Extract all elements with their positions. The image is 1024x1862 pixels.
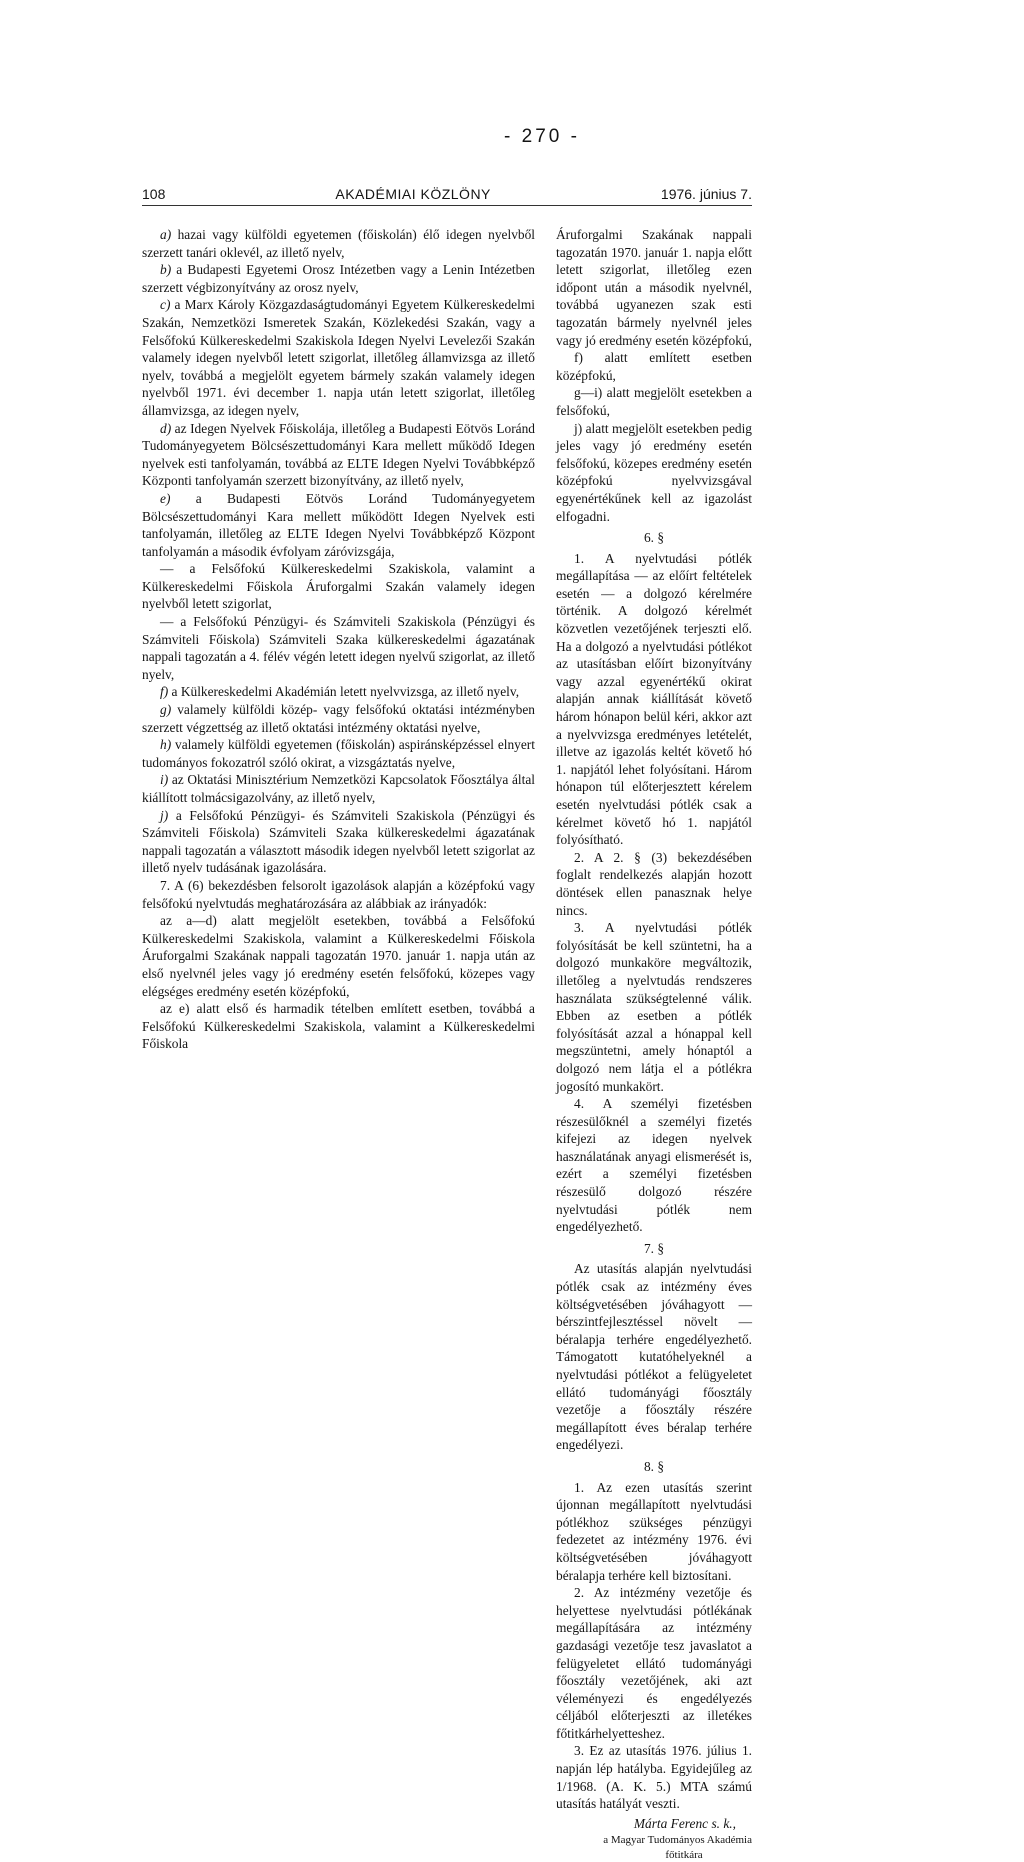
paragraph-text: az Oktatási Minisztérium Nemzetközi Kapcsolatok Főosztálya által kiállított tolmácsigazolvány, az illető nyelv, <box>142 772 535 805</box>
paragraph-text: a Felsőfokú Pénzügyi- és Számviteli Szakiskola (Pénzügyi és Számviteli Főiskola) Számviteli Szaka külkereskedelmi ágazatának nappali tagozatán a választott második idegen nyelvből letett szigorlat az illető nyelv tudásának igazolására. <box>142 807 535 876</box>
left-paragraph <box>142 736 535 771</box>
item-label: e) <box>160 490 171 506</box>
item-label: b) <box>160 262 172 278</box>
signature-title-line1: a Magyar Tudományos Akadémia <box>603 1834 752 1847</box>
right-paragraph: g—i) alatt megjelölt esetekben a felsőfokú, <box>556 385 752 418</box>
paragraph-text: a Budapesti Egyetemi Orosz Intézetben vagy a Lenin Intézetben szerzett végbizonyítvány az orosz nyelv, <box>142 262 535 295</box>
item-label: a) <box>160 227 172 242</box>
left-paragraph <box>142 420 535 490</box>
item-label: g) <box>160 702 172 718</box>
right-paragraph: j) alatt megjelölt esetekben pedig jeles vagy jó eredmény esetén felsőfokú, közepes eredmény esetén középfokú nyelvvizsgával egyenértékűnek kell az igazolást elfogadni. <box>556 420 752 524</box>
item-label: j) <box>160 807 169 823</box>
right-paragraph: 3. A nyelvtudási pótlék folyósítását be kell szüntetni, ha a dolgozó munkaköre megváltozik, illetőleg a nyelvtudás rendszeres használata szükségtelenné válik. Ebben az esetben a pótlék folyósítását azzal a hónappal kell megszüntetni, amely hónaptól a dolgozó nem látja el a pótlékra jogosító munkakört. <box>556 920 752 1094</box>
journal-title: AKADÉMIAI KÖZLÖNY <box>335 186 491 202</box>
left-paragraph <box>142 490 535 560</box>
paragraph-text: az e) alatt első és harmadik tételben említett esetben, továbbá a Felsőfokú Külkereskedelmi Szakiskola, valamint a Külkereskedelmi Főiskola <box>142 1001 535 1052</box>
left-paragraph <box>142 912 535 1000</box>
right-paragraph: 1. Az ezen utasítás szerint újonnan megállapított nyelvtudási pótlékhoz szükséges pénzügyi fedezetet az intézmény 1976. évi költségvetésében jóváhagyott béralapja terhére kell biztosítani. <box>556 1479 752 1583</box>
section-heading: 7. § <box>643 1240 665 1256</box>
right-column <box>556 226 752 1862</box>
left-paragraph <box>142 701 535 736</box>
right-paragraph: 1. A nyelvtudási pótlék megállapítása — az előírt feltételek esetén — a dolgozó kérelmére történik. A dolgozó kérelmét közvetlen vezetőjének terjeszti elő. Ha a dolgozó a nyelvtudási pótlékot az utasításban előírt bizonyítvány vagy azzal egyenértékű okirat alapján annak kiállítását követő három hónapon belül kéri, akkor azt a nyelvvizsga eredményes letételét, illetve az igazolás keltét követő hó 1. napjától lehet folyósítani. Három hónapon túl előterjesztett kérelem esetén nyelvtudási pótlék csak a kérelmet követő hó 1. napjától folyósítható. <box>556 550 752 848</box>
right-paragraph: 4. A személyi fizetésben részesülőknél a személyi fizetés kifejezi az idegen nyelvek használatának anyagi elismerését is, ezért a személyi fizetésben részesülő dolgozó részére nyelvtudási pótlék nem engedélyezhető. <box>556 1096 752 1235</box>
right-paragraph: f) alatt említett esetben középfokú, <box>556 350 752 383</box>
signature-title-line2: főtitkára <box>665 1849 703 1862</box>
paragraph-text: az a—d) alatt megjelölt esetekben, továbbá a Felsőfokú Külkereskedelmi Szakiskola, valamint a Külkereskedelmi Főiskola Áruforgalmi Szakának nappali tagozatán 1970. január 1. napja után az első nyelvnél jeles vagy jó eredmény esetén felsőfokú, közepes vagy elégséges eredmény esetén középfokú, <box>142 913 535 999</box>
left-paragraph <box>142 261 535 296</box>
left-paragraph <box>142 1000 535 1053</box>
paragraph-text: — a Felsőfokú Pénzügyi- és Számviteli Szakiskola (Pénzügyi és Számviteli Főiskola) Számviteli Szaka külkereskedelmi ágazatának nappali tagozatán a 4. félév végén letett idegen nyelvű szigorlat, az illető nyelv, <box>142 614 535 682</box>
signature-name: Márta Ferenc s. k., <box>633 1815 736 1831</box>
left-column <box>142 226 535 1053</box>
archive-page-number: - 270 - <box>504 126 580 147</box>
paragraph-text: a Budapesti Eötvös Loránd Tudományegyetem Bölcsészettudományi Kara mellett működött Idegen Nyelvek esti tanfolyamán, illetőleg az ELTE Idegen Nyelvi Továbbképző Központ tanfolyamán a második évfolyam záróvizsgája, <box>142 490 535 559</box>
item-label: f) <box>160 684 169 700</box>
running-header <box>142 186 752 206</box>
item-label: c) <box>160 297 171 313</box>
issue-date: 1976. június 7. <box>660 186 752 202</box>
paragraph-text: az Idegen Nyelvek Főiskolája, illetőleg a Budapesti Eötvös Loránd Tudományegyetem Bölcsészettudományi Kara mellett működő Idegen nyelvek esti tanfolyamán, továbbá az ELTE Idegen Nyelvi Továbbképző Központi tanfolyamán szerzett bizonyítvány, az illető nyelv, <box>142 420 535 489</box>
left-paragraph <box>142 877 535 912</box>
left-paragraph <box>142 560 535 613</box>
item-label: d) <box>160 420 172 436</box>
right-paragraph: Áruforgalmi Szakának nappali tagozatán 1970. január 1. napja előtt letett szigorlat, illetőleg ezen időpont után a második nyelvnél, továbbá ugyanezen szak esti tagozatán bármely nyelvnél jeles vagy jó eredmény esetén középfokú, <box>556 227 752 348</box>
paragraph-text: — a Felsőfokú Külkereskedelmi Szakiskola, valamint a Külkereskedelmi Főiskola Áruforgalmi Szakán valamely idegen nyelvből letett szigorlat, <box>142 561 535 612</box>
section-heading: 8. § <box>643 1458 665 1474</box>
left-paragraph <box>142 771 535 806</box>
paragraph-text: a Külkereskedelmi Akadémián letett nyelvvizsga, az illető nyelv, <box>168 684 520 700</box>
paragraph-text: hazai vagy külföldi egyetemen (főiskolán) élő idegen nyelvből szerzett tanári oklevél, az illető nyelv, <box>142 227 535 260</box>
left-paragraph <box>142 226 535 261</box>
left-paragraph <box>142 613 535 683</box>
paragraph-text: 7. A (6) bekezdésben felsorolt igazolások alapján a középfokú vagy felsőfokú nyelvtudás meghatározására az alábbiak az irányadók: <box>142 877 535 911</box>
section-heading: 6. § <box>643 530 665 546</box>
right-paragraph: 2. A 2. § (3) bekezdésében foglalt rendelkezés alapján hozott döntések ellen panasznak helye nincs. <box>556 849 752 918</box>
left-paragraph <box>142 807 535 877</box>
page-number: 108 <box>142 186 166 202</box>
paragraph-text: valamely külföldi egyetemen (főiskolán) aspiránsképzéssel elnyert tudományos fokozatról szóló okirat, a vizsgáztatás nyelve, <box>142 737 535 770</box>
left-paragraph <box>142 296 535 419</box>
item-label: i) <box>160 772 169 788</box>
paragraph-text: valamely külföldi közép- vagy felsőfokú oktatási intézményben szerzett végzettség az illető oktatási intézmény oktatási nyelve, <box>142 702 535 735</box>
right-paragraph: 3. Ez az utasítás 1976. július 1. napján lép hatályba. Egyidejűleg az 1/1968. (A. K. 5.) MTA számú utasítás hatályát veszti. <box>556 1743 752 1812</box>
right-paragraph: Az utasítás alapján nyelvtudási pótlék csak az intézmény éves költségvetésében jóváhagyott — bérszintfejlesztéssel növelt — béralapja terhére engedélyezhető. Támogatott kutatóhelyeknél a nyelvtudási pótlékot a felügyeletet ellátó tudományági főosztály vezetője a főosztály részére megállapított éves béralap terhére engedélyezi. <box>556 1261 752 1453</box>
item-label: h) <box>160 737 172 753</box>
right-paragraph: 2. Az intézmény vezetője és helyettese nyelvtudási pótlékának megállapítására az intézmény gazdasági vezetője tesz javaslatot a felügyeletet ellátó tudományági főosztály vezetőjének, aki azt véleményezi és engedélyezés céljából előterjeszti az illetékes főtitkárhelyetteshez. <box>556 1585 752 1741</box>
paragraph-text: a Marx Károly Közgazdaságtudományi Egyetem Külkereskedelmi Szakán, Nemzetközi Ismeretek Szakán, Közlekedési Szakán, vagy a Felsőfokú Külkereskedelmi Szakiskola Idegen Nyelvi Levelezői Szakán valamely idegen nyelvből letett szigorlat, illetőleg államvizsga az illető nyelv, továbbá a megjelölt egyetem bármely szakán valamely idegen nyelvből 1971. évi december 1. napja után letett szigorlat, illetőleg államvizsga, az idegen nyelv, <box>142 297 535 418</box>
left-paragraph <box>142 683 535 701</box>
